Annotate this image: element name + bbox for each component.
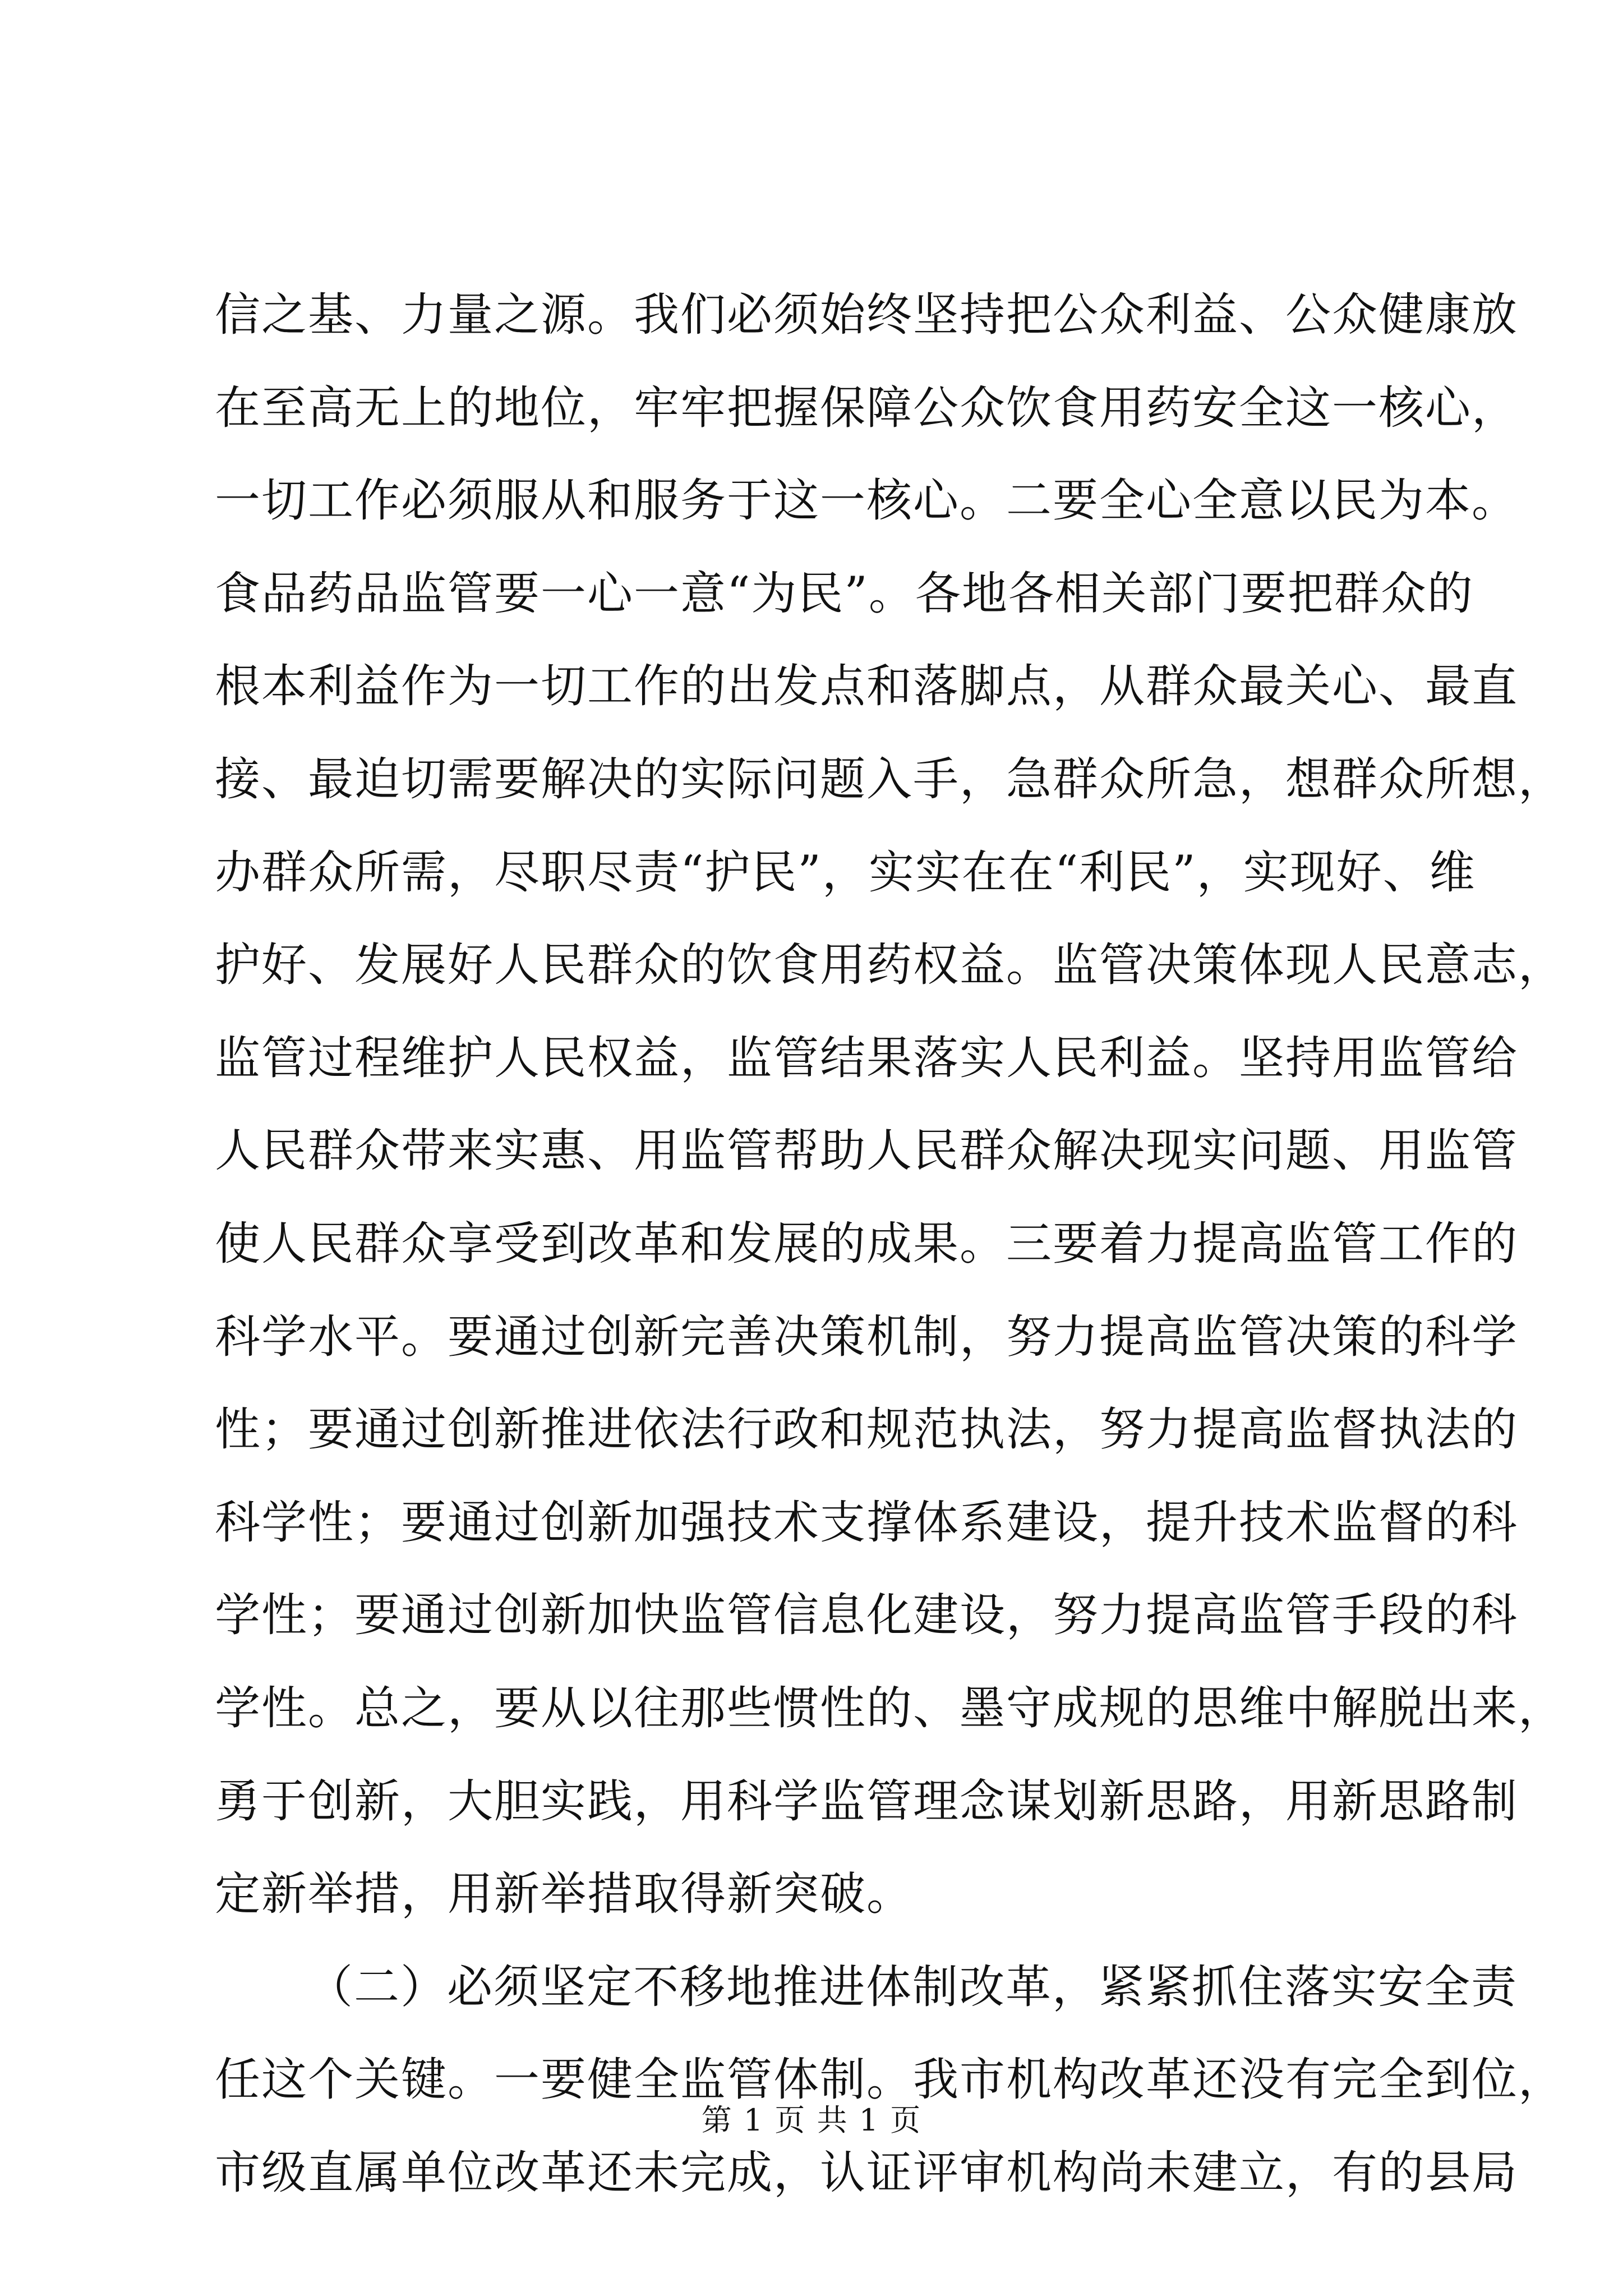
text-line: 在至高无上的地位，牢牢把握保障公众饮食用药安全这一核心， xyxy=(215,381,1519,435)
text-line: 性；要通过创新推进依法行政和规范执法，努力提高监督执法的 xyxy=(215,1404,1519,1457)
text-line: 接、最迫切需要解决的实际问题入手，急群众所急，想群众所想， xyxy=(215,753,1565,806)
text-line: 科学水平。要通过创新完善决策机制，努力提高监管决策的科学 xyxy=(215,1310,1519,1364)
section-heading-line: （二）必须坚定不移地推进体制改革，紧紧抓住落实安全责 xyxy=(307,1961,1518,2014)
text-line: 食品药品监管要一心一意“为民”。各地各相关部门要把群众的 xyxy=(215,567,1474,620)
text-line: 信之基、力量之源。我们必须始终坚持把公众利益、公众健康放 xyxy=(215,289,1519,342)
text-line: 监管过程维护人民权益，监管结果落实人民利益。坚持用监管给 xyxy=(215,1032,1519,1085)
text-line: 任这个关键。一要健全监管体制。我市机构改革还没有完全到位， xyxy=(215,2054,1565,2107)
document-body xyxy=(215,269,1565,2220)
text-line: 根本利益作为一切工作的出发点和落脚点，从群众最关心、最直 xyxy=(215,660,1519,714)
text-line: 一切工作必须服从和服务于这一核心。二要全心全意以民为本。 xyxy=(215,475,1519,528)
text-line: 办群众所需，尽职尽责“护民”，实实在在“利民”，实现好、维 xyxy=(215,846,1476,899)
text-line: 勇于创新，大胆实践，用科学监管理念谋划新思路，用新思路制 xyxy=(215,1775,1519,1828)
text-line: 护好、发展好人民群众的饮食用药权益。监管决策体现人民意志， xyxy=(215,939,1565,992)
text-line: 市级直属单位改革还未完成，认证评审机构尚未建立，有的县局 xyxy=(215,2146,1519,2200)
text-line: 科学性；要通过创新加强技术支撑体系建设，提升技术监督的科 xyxy=(215,1496,1519,1549)
text-line: 人民群众带来实惠、用监管帮助人民群众解决现实问题、用监管 xyxy=(215,1125,1519,1178)
paragraph-end-line: 定新举措，用新举措取得新突破。 xyxy=(215,1868,914,1921)
page-footer: 第 1 页 共 1 页 xyxy=(701,2102,922,2138)
text-line: 学性。总之，要从以往那些惯性的、墨守成规的思维中解脱出来， xyxy=(215,1682,1565,1735)
text-line: 学性；要通过创新加快监管信息化建设，努力提高监管手段的科 xyxy=(215,1589,1519,1642)
text-line: 使人民群众享受到改革和发展的成果。三要着力提高监管工作的 xyxy=(215,1217,1519,1271)
